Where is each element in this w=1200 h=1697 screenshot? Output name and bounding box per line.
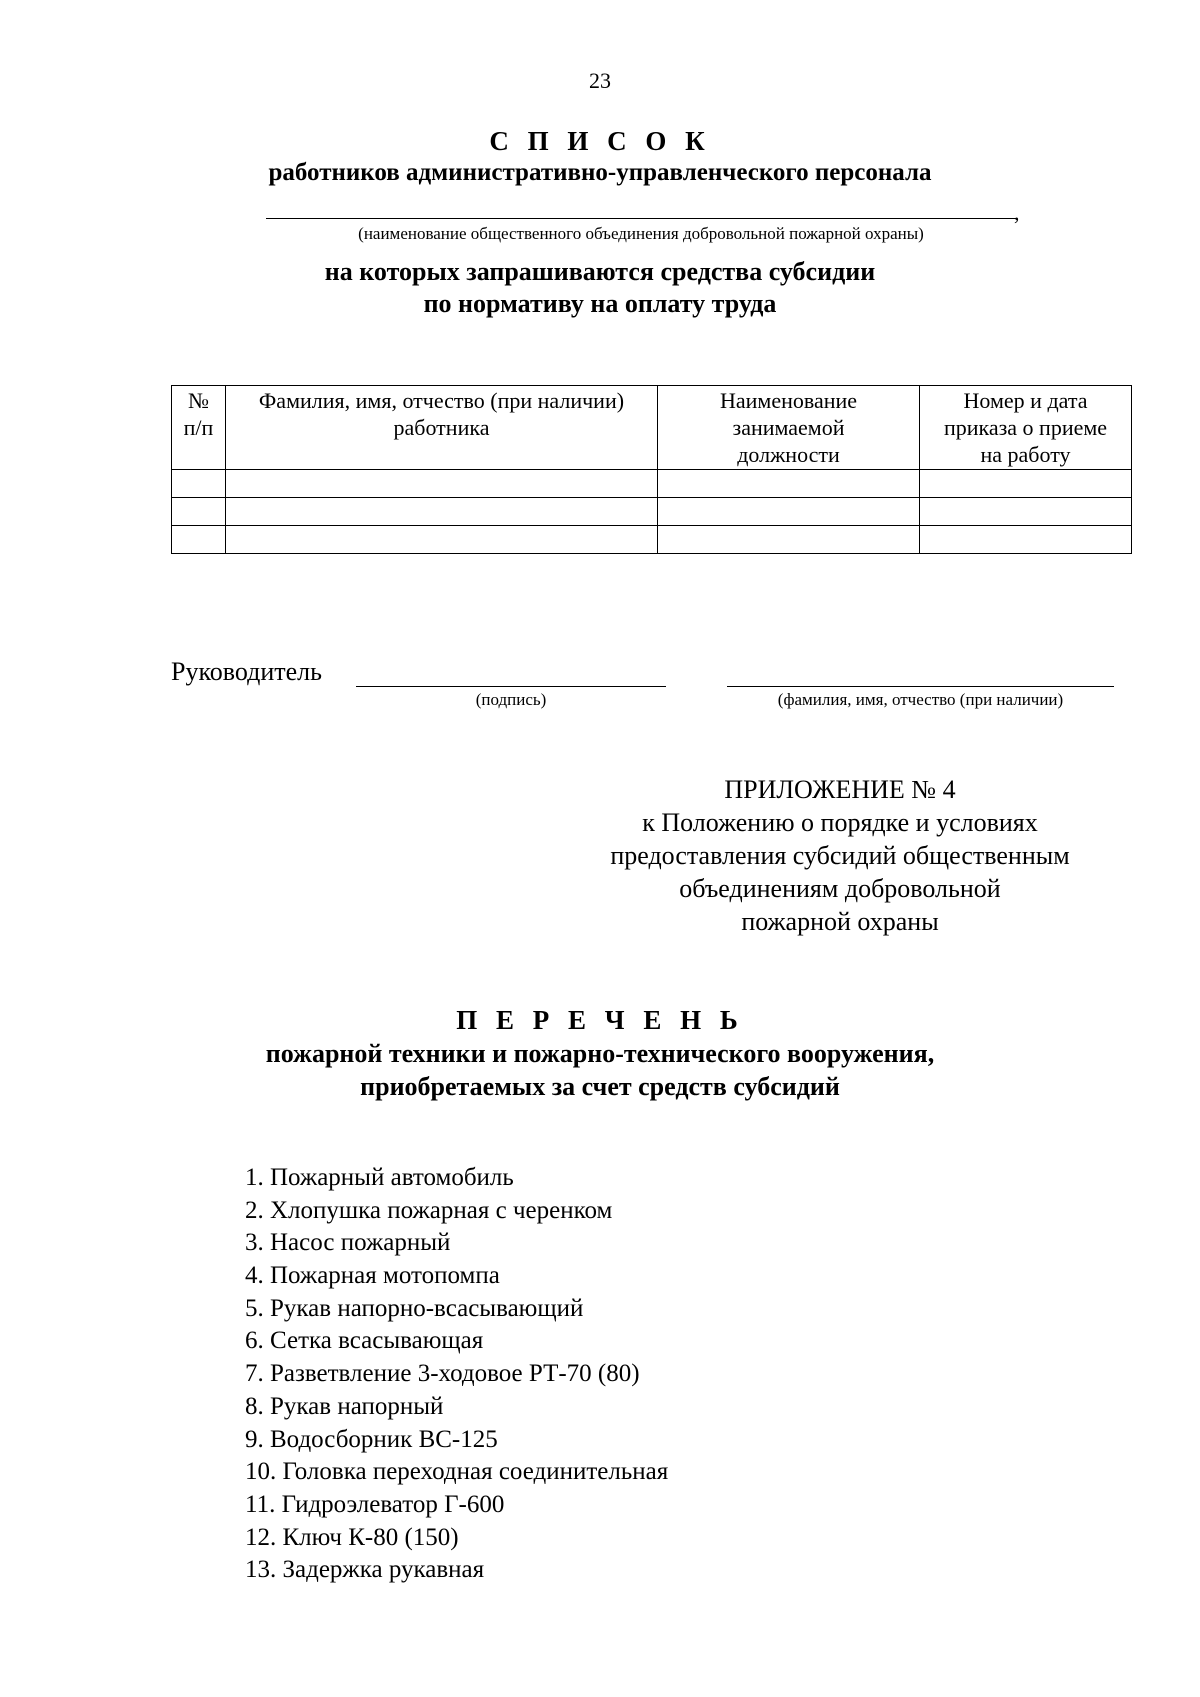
- table-cell: [226, 526, 658, 554]
- header-line: работника: [393, 415, 490, 440]
- table-row: [172, 498, 1132, 526]
- list-item: 5. Рукав напорно-всасывающий: [245, 1294, 584, 1322]
- list-item: 12. Ключ К-80 (150): [245, 1523, 459, 1551]
- header-line: на работу: [980, 442, 1071, 467]
- full-name-blank: [727, 686, 1114, 687]
- list-item: 9. Водосборник ВС-125: [245, 1425, 498, 1453]
- header-line: п/п: [183, 415, 214, 440]
- list-subtitle-3: по нормативу на оплату труда: [423, 289, 777, 318]
- column-header-position: [658, 386, 920, 470]
- full-name-hint: (фамилия, имя, отчество (при наличии): [777, 690, 1064, 709]
- header-line: занимаемой: [732, 415, 845, 440]
- perechen-title: П Е Р Е Ч Е Н Ь: [456, 1005, 744, 1035]
- table-cell: [172, 526, 226, 554]
- list-item: 2. Хлопушка пожарная с черенком: [245, 1196, 613, 1224]
- list-subtitle-2: на которых запрашиваются средства субсидии: [324, 257, 876, 286]
- table-row: [172, 470, 1132, 498]
- header-line: Фамилия, имя, отчество (при наличии): [258, 388, 625, 413]
- list-item: 11. Гидроэлеватор Г-600: [245, 1490, 505, 1518]
- table-cell: [226, 470, 658, 498]
- signature-blank: [356, 686, 666, 687]
- list-item: 6. Сетка всасывающая: [245, 1327, 484, 1355]
- equipment-list: [245, 1162, 668, 1587]
- table-cell: [920, 498, 1132, 526]
- staff-table: [171, 385, 1132, 554]
- list-title: С П И С О К: [489, 126, 711, 156]
- column-header-full-name: [226, 386, 658, 470]
- table-cell: [226, 498, 658, 526]
- list-item: 8. Рукав напорный: [245, 1392, 444, 1420]
- list-item: 1. Пожарный автомобиль: [245, 1164, 514, 1191]
- table-cell: [658, 498, 920, 526]
- perechen-subtitle-2: приобретаемых за счет средств субсидий: [360, 1072, 840, 1101]
- list-item: 3. Насос пожарный: [245, 1229, 451, 1257]
- annex-line: пожарной охраны: [741, 907, 939, 936]
- annex-title: ПРИЛОЖЕНИЕ № 4: [724, 775, 956, 804]
- organization-line-comma: ,: [1014, 200, 1020, 225]
- organization-name-blank: [266, 218, 1016, 219]
- table-cell: [920, 470, 1132, 498]
- table-cell: [172, 470, 226, 498]
- header-line: Наименование: [719, 388, 858, 413]
- table-cell: [658, 470, 920, 498]
- header-line: приказа о приеме: [943, 415, 1108, 440]
- page-number: 23: [589, 68, 611, 93]
- column-header-number: [172, 386, 226, 470]
- annex-line: предоставления субсидий общественным: [610, 841, 1070, 870]
- perechen-subtitle: пожарной техники и пожарно-технического вооружения,: [265, 1039, 935, 1068]
- table-cell: [172, 498, 226, 526]
- annex-line: к Положению о порядке и условиях: [642, 808, 1038, 837]
- annex-line: объединениям добровольной: [679, 874, 1001, 903]
- list-item: 4. Пожарная мотопомпа: [245, 1262, 500, 1290]
- list-item: 7. Разветвление 3-ходовое РТ-70 (80): [245, 1360, 640, 1388]
- header-line: должности: [737, 442, 840, 467]
- table-row: [172, 526, 1132, 554]
- header-line: Номер и дата: [963, 388, 1088, 413]
- organization-name-hint: (наименование общественного объединения добровольной пожарной охраны): [358, 224, 924, 243]
- signature-hint: (подпись): [475, 690, 547, 709]
- table-cell: [658, 526, 920, 554]
- table-cell: [920, 526, 1132, 554]
- head-signature-label: Руководитель: [171, 657, 322, 686]
- header-line: №: [188, 388, 209, 413]
- list-item: 10. Головка переходная соединительная: [245, 1458, 669, 1486]
- list-item: 13. Задержка рукавная: [245, 1556, 485, 1584]
- list-subtitle: работников административно-управленческого персонала: [268, 159, 932, 186]
- table-header-row: [172, 386, 1132, 470]
- column-header-order: [920, 386, 1132, 470]
